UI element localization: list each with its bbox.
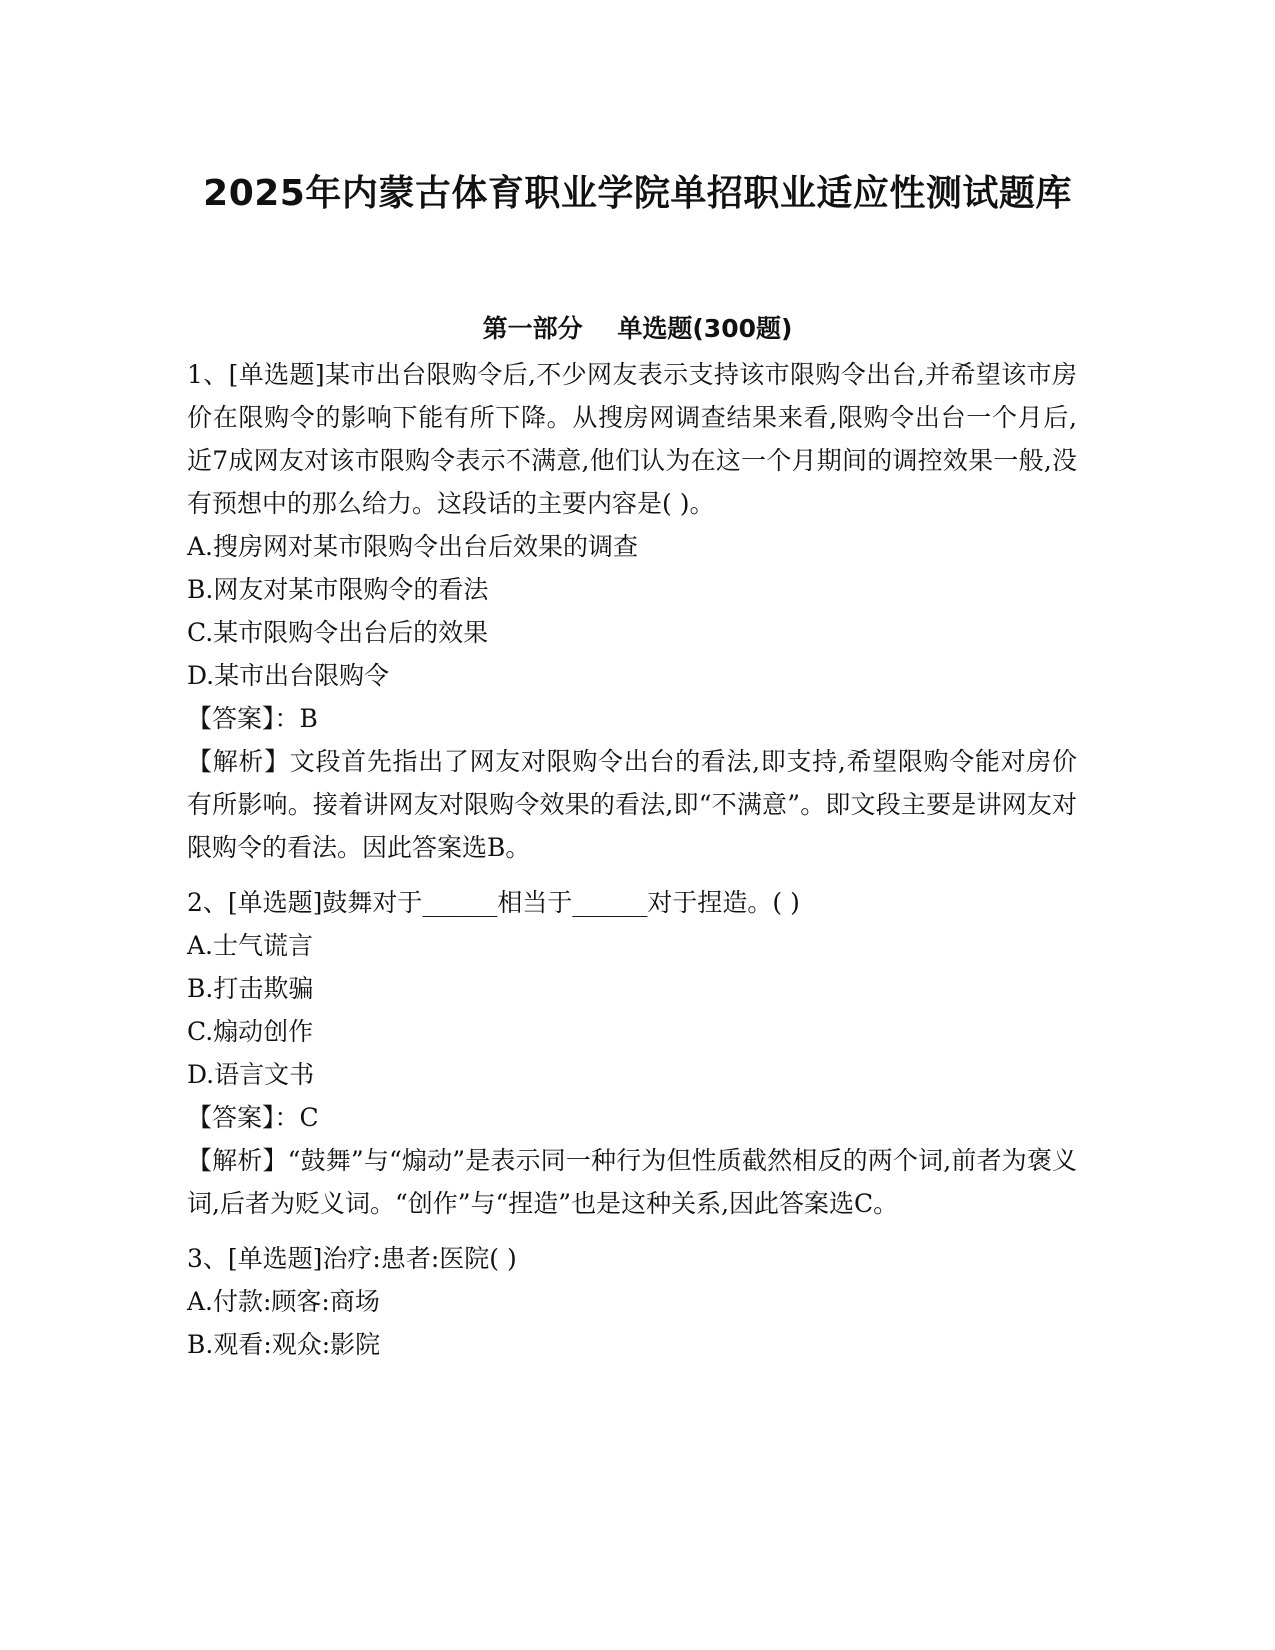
question-list — [187, 353, 1077, 1378]
question-2 — [187, 881, 1077, 1225]
option-a: A.付款:顾客:商场 — [187, 1287, 380, 1316]
analysis-text: 【解析】“鼓舞”与“煽动”是表示同一种行为但性质截然相反的两个词,前者为褒义词,后者为贬义词。“创作”与“捏造”也是这种关系,因此答案选C。 — [187, 1146, 1077, 1218]
option-b: B.观看:观众:影院 — [187, 1330, 381, 1359]
document-title: 2025年内蒙古体育职业学院单招职业适应性测试题库 — [203, 173, 1072, 215]
question-stem: 2、[单选题]鼓舞对于______相当于______对于捏造。( ) — [187, 888, 800, 917]
analysis-text: 【解析】文段首先指出了网友对限购令出台的看法,即支持,希望限购令能对房价有所影响。接着讲网友对限购令效果的看法,即“不满意”。即文段主要是讲网友对限购令的看法。因此答案选B。 — [187, 747, 1077, 862]
question-stem: 1、[单选题]某市出台限购令后,不少网友表示支持该市限购令出台,并希望该市房价在限购令的影响下能有所下降。从搜房网调查结果来看,限购令出台一个月后,近7成网友对该市限购令表示不满意,他们认为在这一个月期间的调控效果一般,没有预想中的那么给力。这段话的主要内容是( )。 — [187, 360, 1077, 518]
question-stem: 3、[单选题]治疗:患者:医院( ) — [187, 1244, 517, 1273]
answer-line: 【答案】：B — [187, 704, 318, 733]
option-b: B.网友对某市限购令的看法 — [187, 575, 489, 604]
question-1 — [187, 353, 1077, 869]
question-3 — [187, 1237, 1077, 1366]
option-d: D.语言文书 — [187, 1060, 315, 1089]
option-d: D.某市出台限购令 — [187, 661, 390, 690]
option-c: C.某市限购令出台后的效果 — [187, 618, 489, 647]
option-c: C.煽动创作 — [187, 1017, 314, 1046]
option-a: A.士气谎言 — [187, 931, 314, 960]
option-b: B.打击欺骗 — [187, 974, 314, 1003]
answer-line: 【答案】：C — [187, 1103, 319, 1132]
option-a: A.搜房网对某市限购令出台后效果的调查 — [187, 532, 639, 561]
section-title: 第一部分 单选题(300题) — [482, 313, 793, 343]
